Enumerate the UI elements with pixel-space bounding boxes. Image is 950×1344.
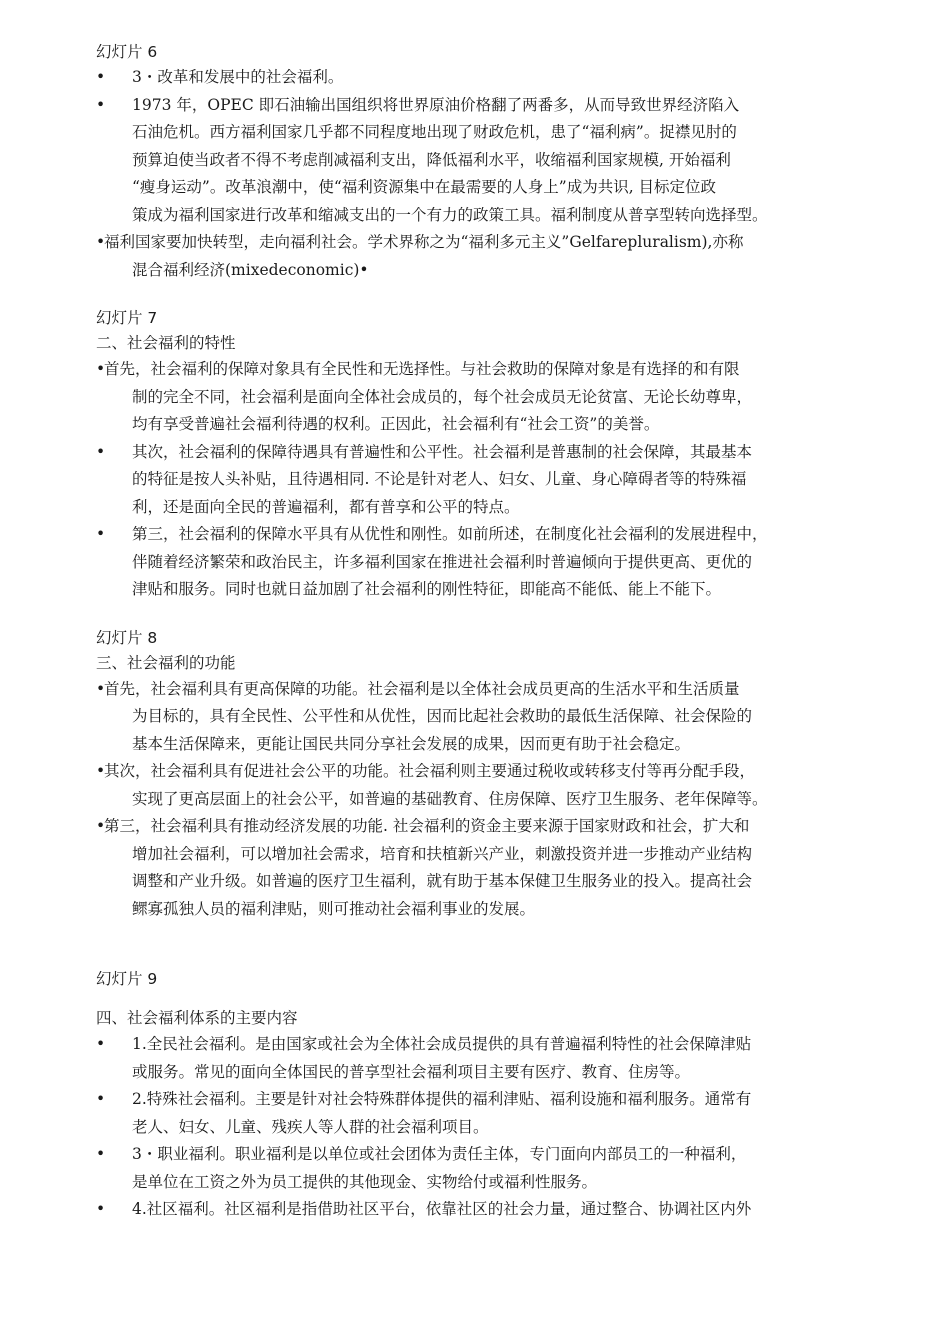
text-line: 混合福利经济(mixedeconomic)•: [132, 260, 369, 279]
bullet-icon: •: [96, 817, 106, 835]
bullet-item: [96, 758, 876, 813]
text-line: 老人、妇女、儿童、残疾人等人群的社会福利项目。: [132, 1117, 489, 1136]
bullet-item: [96, 439, 876, 522]
slide-title: 幻灯片 9: [96, 970, 158, 988]
slide-title: 幻灯片 7: [96, 309, 158, 327]
bullet-icon: •: [96, 360, 106, 378]
spacer: [96, 991, 876, 1005]
bullet-icon: •: [96, 1200, 106, 1218]
bullet-item: [96, 521, 876, 604]
bullet-item: [96, 356, 876, 439]
bullet-item: [96, 1141, 876, 1196]
text-line: 首先，社会福利的保障对象具有全民性和无选择性。与社会救助的保障对象是有选择的和有限: [104, 360, 740, 378]
text-line: 增加社会福利，可以增加社会需求，培育和扶植新兴产业，刺激投资并进一步推动产业结构: [132, 844, 753, 863]
text-line: 实现了更高层面上的社会公平，如普遍的基础教育、住房保障、医疗卫生服务、老年保障等。: [132, 789, 768, 808]
text-line: 基本生活保障来，更能让国民共同分享社会发展的成果，因而更有助于社会稳定。: [132, 734, 691, 753]
bullet-item: [96, 92, 876, 230]
text-line: 津贴和服务。同时也就日益加剧了社会福利的刚性特征，即能高不能低、能上不能下。: [132, 580, 722, 598]
text-line: 利，还是面向全民的普遍福利，都有普享和公平的特点。: [132, 497, 520, 516]
bullet-icon: •: [96, 679, 106, 698]
slide-8-section: [96, 626, 876, 924]
bullet-icon: •: [96, 442, 106, 461]
text-line: 1973 年，OPEC 即石油输出国组织将世界原油价格翻了两番多，从而导致世界经济陷入: [132, 95, 740, 114]
slide-title: 幻灯片 6: [96, 43, 158, 61]
bullet-icon: •: [96, 1035, 106, 1053]
text-line: 其次，社会福利具有促进社会公平的功能。社会福利则主要通过税收或转移支付等再分配手段，: [104, 762, 756, 780]
bullet-item: [96, 229, 876, 284]
bullet-icon: •: [96, 1090, 106, 1108]
text-line: “瘦身运动”。改革浪潮中，使“福利资源集中在最需要的人身上”成为共识, 目标定位政: [132, 178, 717, 196]
document-page: [96, 40, 876, 1224]
slide-7-section: [96, 306, 876, 604]
text-line: 的特征是按人头补贴，且待遇相同. 不论是针对老人、妇女、儿童、身心障碍者等的特殊福: [132, 470, 747, 488]
slide-9-section: [96, 967, 876, 1224]
text-line: 或服务。常见的面向全体国民的普享型社会福利项目主要有医疗、教育、住房等。: [132, 1062, 691, 1081]
text-line: 1.全民社会福利。是由国家或社会为全体社会成员提供的具有普遍福利特性的社会保障津贴: [132, 1035, 752, 1053]
spacer: [96, 604, 876, 626]
bullet-item: [96, 64, 876, 92]
section-heading: 二、社会福利的特性: [96, 334, 236, 352]
text-line: 为目标的，具有全民性、公平性和从优性，因而比起社会救助的最低生活保障、社会保险的: [132, 707, 753, 725]
bullet-icon: •: [96, 762, 106, 780]
text-line: 2.特殊社会福利。主要是针对社会特殊群体提供的福利津贴、福利设施和福利服务。通常有: [132, 1090, 752, 1108]
text-line: 首先，社会福利具有更高保障的功能。社会福利是以全体社会成员更高的生活水平和生活质量: [104, 679, 740, 698]
text-line: 伴随着经济繁荣和政治民主，许多福利国家在推进社会福利时普遍倾向于提供更高、更优的: [132, 552, 753, 571]
bullet-icon: •: [96, 68, 106, 86]
section-heading: 四、社会福利体系的主要内容: [96, 1009, 298, 1027]
text-line: 是单位在工资之外为员工提供的其他现金、实物给付或福利性服务。: [132, 1172, 598, 1191]
bullet-icon: •: [96, 1145, 106, 1163]
text-line: 制的完全不同，社会福利是面向全体社会成员的，每个社会成员无论贫富、无论长幼尊卑，: [132, 387, 753, 406]
bullet-item: [96, 1031, 876, 1086]
text-line: 3・改革和发展中的社会福利。: [132, 68, 344, 86]
slide-6-section: [96, 40, 876, 284]
text-line: 其次，社会福利的保障待遇具有普遍性和公平性。社会福利是普惠制的社会保障，其最基本: [132, 442, 753, 461]
text-line: 3・职业福利。职业福利是以单位或社会团体为责任主体，专门面向内部员工的一种福利，: [132, 1145, 747, 1163]
text-line: 福利国家要加快转型，走向福利社会。学术界称之为“福利多元主义”Gelfarepluralism),亦称: [104, 233, 744, 251]
text-line: 4.社区福利。社区福利是指借助社区平台，依靠社区的社会力量，通过整合、协调社区内外: [132, 1200, 752, 1218]
text-line: 第三，社会福利具有推动经济发展的功能. 社会福利的资金主要来源于国家财政和社会，扩大和: [104, 817, 750, 835]
spacer: [96, 284, 876, 306]
bullet-item: [96, 676, 876, 759]
bullet-item: [96, 1196, 876, 1224]
bullet-icon: •: [96, 233, 106, 251]
text-line: 均有享受普遍社会福利待遇的权利。正因此，社会福利有“社会工资”的美誉。: [132, 415, 660, 433]
text-line: 调整和产业升级。如普遍的医疗卫生福利，就有助于基本保健卫生服务业的投入。提高社会: [132, 872, 753, 890]
bullet-item: [96, 813, 876, 923]
text-line: 鳏寡孤独人员的福利津贴，则可推动社会福利事业的发展。: [132, 899, 536, 918]
bullet-icon: •: [96, 95, 106, 114]
text-line: 石油危机。西方福利国家几乎都不同程度地出现了财政危机，患了“福利病”。捉襟见肘的: [132, 123, 737, 141]
bullet-item: [96, 1086, 876, 1141]
section-heading: 三、社会福利的功能: [96, 653, 236, 672]
bullet-icon: •: [96, 525, 106, 543]
slide-title: 幻灯片 8: [96, 628, 158, 647]
spacer: [96, 923, 876, 967]
text-line: 策成为福利国家进行改革和缩减支出的一个有力的政策工具。福利制度从普享型转向选择型。: [132, 205, 768, 224]
text-line: 第三，社会福利的保障水平具有从优性和刚性。如前所述，在制度化社会福利的发展进程中，: [132, 525, 768, 543]
text-line: 预算迫使当政者不得不考虑削减福利支出，降低福利水平，收缩福利国家规模, 开始福利: [132, 150, 731, 169]
